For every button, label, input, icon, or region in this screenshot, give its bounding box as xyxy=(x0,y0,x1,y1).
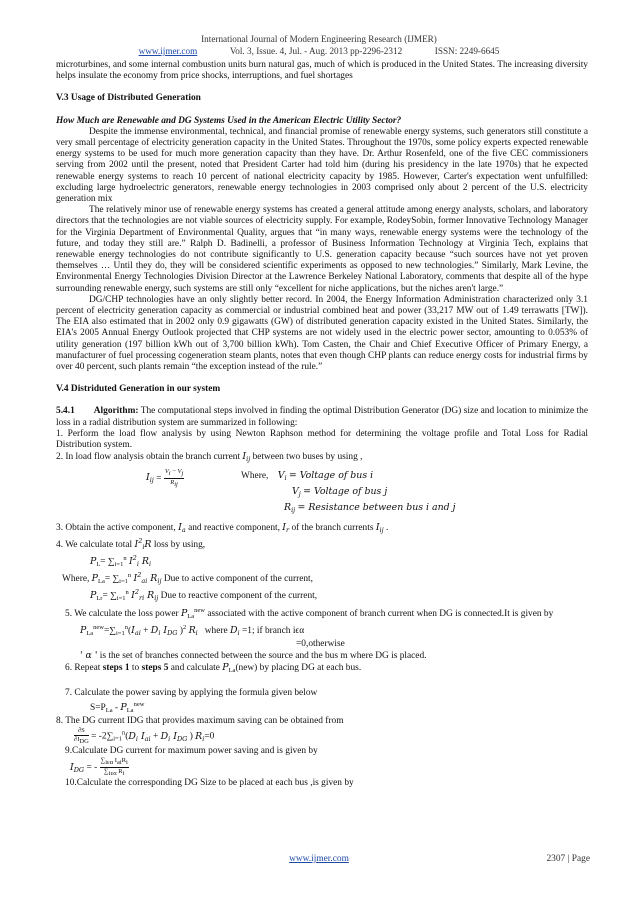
equation-loss-components: Where, $P_{La}= \sum_{i=1}^n$ $I^2_{ai}$ $R_{ij}$ Due to active component of the current, xyxy=(62,571,313,586)
equation-saving: $S=P_{La} - P_{La}^{new}$ xyxy=(90,700,145,714)
section-heading-v3: V.3 Usage of Distributed Generation xyxy=(56,93,201,104)
step-10: 10.Calculate the corresponding DG Size to be placed at each bus ,is given by xyxy=(65,778,354,789)
step-6: 6. Repeat steps 1 to steps 5 and calculate $P_{La}(new)$ by placing DG at each bus. xyxy=(65,662,362,675)
equation-new-loss: $P_{La}^{new}=\sum_{i=1}^n(I_{ai} + D_i$ $I_{DG}$ )$^2$ $R_i$ where $D_i =1$; if branch iϵα xyxy=(80,623,305,637)
algorithm-label: Algorithm: xyxy=(93,406,139,417)
step-8: 8. The DG current IDG that provides maximum saving can be obtained from xyxy=(56,715,344,726)
step-4: 4. We calculate total $I^2_iR$ loss by using, xyxy=(56,536,206,551)
journal-info-line xyxy=(0,46,638,56)
equation-reactive-loss: $P_{Lr}= \sum_{i=1}^n$ $I^2_{ri}$ $R_{ij}$ Due to reactive component of the current, xyxy=(90,588,318,603)
step-3: 3. Obtain the active component, $I_a$ and reactive component, $I_r$ of the branch currents $I_{ij}$ . xyxy=(56,521,389,534)
volume-info: Vol. 3, Issue. 4, Jul. - Aug. 2013 pp-2296-2312 xyxy=(229,46,403,56)
equation-derivative: $\frac{\partial S}{\text{∂IDG}}$ = $-2\sum_{i=1}^n(D_i$ $I_{ai} + D_i$ $I_{DG}$ ) $R_i=0$ xyxy=(74,727,215,746)
step-7: 7. Calculate the power saving by applying the formula given below xyxy=(65,687,318,698)
algorithm-number: 5.4.1 xyxy=(56,406,75,417)
paragraph-intro: microturbines, and some internal combustion units burn natural gas, much of which is produced in the United States. The increasing diversity helps insulate the economy from price shocks, interruptions, and fuel shortages xyxy=(56,60,588,82)
alpha-note: ' α ' is the set of branches connected between the source and the bus m where DG is placed. xyxy=(80,650,427,662)
algorithm-intro-text: The computational steps involved in finding the optimal Distribution Generator (DG) size and location to minimize the loss in a radial distribution system are summarized in following: xyxy=(56,406,589,428)
step-2: 2. In load flow analysis obtain the branch current $I_{ij}$ between two buses by using , xyxy=(56,451,363,464)
equation-total-loss: $P_L= \sum_{i=1}^n$ $I^2_i$ $R_i$ xyxy=(90,553,152,568)
footer-site-link[interactable]: www.ijmer.com xyxy=(289,854,349,864)
header-site-link[interactable]: www.ijmer.com xyxy=(138,46,198,56)
page-body xyxy=(56,60,588,790)
section-heading-v4: V.4 Distriduted Generation in our system xyxy=(56,384,221,395)
footer-site xyxy=(0,854,638,864)
equation-otherwise: =0,otherwise xyxy=(296,638,345,649)
footer-page-number: 2307 | Page xyxy=(546,854,590,864)
equation-idg: $I_{DG}$ = - $\frac{\text{∑iεα IaiRi}}{\text{∑iεα Ri}}$ xyxy=(70,757,128,778)
paragraph-1: Despite the immense environmental, technical, and financial promise of renewable energy systems, such generators still constitute a very small percentage of electricity generation capacity in the United States. Throughout the 1970s, some policy experts expected renewable energy systems to be used for much more generation capacity than they have. Dr. Arthur Rosenfeld, one of the five CEC commissioners serving from 2002 until the present, noted that President Carter had told him (during his presidency in the late 1970s) that he expected renewable energy systems to reach 10 percent of national electricity capacity by 1985. However, Carter's expectation went unfulfilled: excluding large hydroelectric generators, renewable energy technologies in 2003 comprised only about 2 percent of the U.S. electricity generation mix xyxy=(56,126,588,205)
paragraph-3: DG/CHP technologies have an only slightly better record. In 2004, the Energy Information Administration characterized only 3.1 percent of electricity generation capacity as commercial or industrial combined heat and power (33,217 MW out of 1.49 terrawatts [TW]). The EIA also estimated that in 2002 only 0.9 gigawatts (GW) of distributed generation capacity existed in the United States. Similarly, the EIA's 2005 Annual Energy Outlook projected that CHP systems are not widely used in the electric power sector, amounting to 0.053% of utility generation (197 billion kWh out of 3,700 billion kWh). Tom Casten, the Chair and Chief Executive Officer of Primary Energy, a manufacturer of fuel processing cogeneration steam plants, notes that even though CHP plants can reduce energy costs for industrial firms by over 40 percent, such plants remain “the exception instead of the rule.” xyxy=(56,294,588,373)
journal-title: International Journal of Modern Engineering Research (IJMER) xyxy=(201,34,437,44)
issn: ISSN: 2249-6645 xyxy=(434,46,500,56)
paragraph-2: The relatively minor use of renewable energy systems has created a general attitude among energy analysts, scholars, and laboratory directors that the technologies are not viable sources of electricity supply. For example, RodeySobin, former Innovative Technology Manager for the Virginia Department of Environmental Quality, argues that “in many ways, renewable energy systems were the technology of the future, and today they still are.” Ralph D. Badinelli, a professor of Business Information Technology at Virginia Tech, explains that renewable energy technologies do not contribute significantly to U.S. generation capacity because “such sources have not yet proven themselves … Until they do, they will be considered scientific experiments as opposed to new technologies.” Similarly, Mark Levine, the Environmental Energy Technologies Division Director at the Lawrence Berkeley National Laboratory, comments that despite all of the hype surrounding renewable energy, such systems are still only “excellent for niche applications, but the niches aren't large.” xyxy=(56,205,588,294)
step-9: 9.Calculate DG current for maximum power saving and is given by xyxy=(65,746,318,757)
step-5: 5. We calculate the loss power $P_{La}^{new}$ associated with the active component of branch current when DG is connected.It is given by xyxy=(65,606,554,620)
equation-branch-current: $I_{ij}$ = $\frac{Vi - Vj}{\text{Rij}}$ Where, $V_i$ = Voltage of bus i $V_j$ = Voltage of bus j $R_{ij}$ = Resistance between bus i and j xyxy=(146,467,456,514)
step-1: 1. Perform the load flow analysis by using Newton Raphson method for determining the voltage profile and Total Loss for Radial Distribution system. xyxy=(56,428,588,451)
algorithm-intro xyxy=(56,406,588,428)
subsection-question: How Much are Renewable and DG Systems Used in the American Electric Utility Sector? xyxy=(56,115,402,126)
